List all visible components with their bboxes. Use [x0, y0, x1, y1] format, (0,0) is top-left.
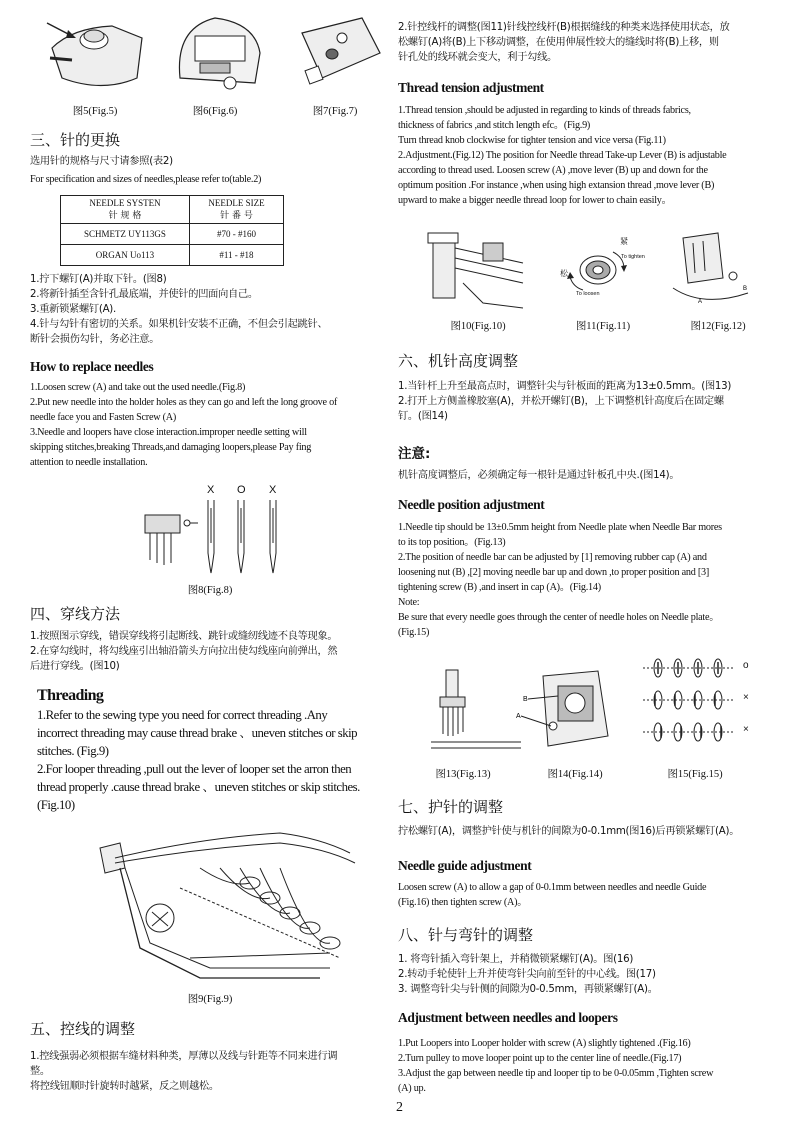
needle-guide-cn: 拧松螺钉(A)，调整护针使与机针的间隙为0-0.1mm(图16)后再锁紧螺钉(A)。	[398, 826, 740, 837]
section6-title: 六、机针高度调整	[398, 352, 519, 370]
tension-cn: 1.控线强弱必须根据车缝材料种类，厚薄以及线与针距等不同来进行调 整。 将控线钮顺时针旋转时越紧，反之则越松。	[30, 1051, 338, 1092]
thread-tension-title: Thread tension adjustment	[398, 80, 544, 95]
table-cell: ORGAN Uo113	[61, 245, 190, 266]
svg-text:B: B	[743, 286, 748, 292]
fig8-mark-x2: X	[269, 484, 277, 496]
table-cell: #11 - #18	[189, 245, 283, 266]
fig12-caption: 图12(Fig.12)	[690, 321, 746, 332]
take-up-lever-cn: 2.针控线杆的调整(图11)针线控线杆(B)根据缝线的种类来选择使用状态，放 松螺钉(A)将(B)上下移动调整，在使用伸展性较大的缝线时将(B)上移，则 针孔处的线环就会变大，利于勾线。	[398, 22, 730, 63]
fig15-mark-bad2: ×	[743, 724, 749, 735]
page-number: 2	[396, 1100, 403, 1115]
fig14-caption: 图14(Fig.14)	[547, 769, 603, 780]
section5-title: 五、控线的调整	[30, 1020, 136, 1038]
note-cn: 机针高度调整后，必须确定每一根针是通过针板孔中央.(图14)。	[398, 470, 680, 481]
fig9-threading-diagram	[80, 828, 370, 983]
section8-title: 八、针与弯针的调整	[398, 926, 534, 944]
table-cell: #70 - #160	[189, 224, 283, 245]
fig7-illustration	[292, 8, 382, 98]
spec-cn: 选用针的规格与尺寸请参照(表2)	[30, 156, 173, 167]
threading-cn: 1.按照图示穿线，错误穿线将引起断线、跳针或缝纫线迹不良等现象。 2.在穿勾线时，将勾线座引出轴沿箭头方向拉出使勾线座向前弹出，然 后进行穿线。(图10)	[30, 631, 338, 672]
section4-title: 四、穿线方法	[30, 605, 121, 623]
fig15-mark-bad1: ×	[743, 692, 749, 703]
svg-text:A: A	[516, 713, 521, 720]
table-row	[61, 245, 284, 266]
fig8-caption: 图8(Fig.8)	[187, 585, 233, 596]
needle-guide-title: Needle guide adjustment	[398, 858, 532, 873]
needle-looper-title: Adjustment between needles and loopers	[398, 1010, 618, 1025]
table-head-cell: NEEDLE SYSTEN 针 规 格	[61, 196, 190, 224]
section3-title: 三、针的更换	[30, 131, 121, 149]
section7-title: 七、护针的调整	[398, 798, 504, 816]
replace-needles-title: How to replace needles	[30, 359, 154, 374]
threading-title: Threading	[37, 687, 104, 704]
fig5-caption: 图5(Fig.5)	[72, 106, 118, 117]
needle-size-table	[60, 195, 284, 266]
fig11-tighten-cn: 紧	[620, 237, 628, 246]
thread-tension-en: 1.Thread tension ,should be adjusted in regarding to kinds of threads fabrics, thickness of fabrics ,and stitch length efc。(Fig.9) Turn thread knob clockwise for tighter tension and vice versa (Fig.11) 2.Adjustment.(Fig.12) The position for Needle thread Take-up Lever (B) is adjustable according to thread used. Loosen screw (A) ,move lever (B) up and down for the optimum position .For instance ,when using high extansion thread ,move lever (B) upward to make a bigger needle thread loop for lower to chain easily。	[398, 105, 727, 206]
fig10-caption: 图10(Fig.10)	[450, 321, 506, 332]
spec-en: For specification and sizes of needles,please refer to(table.2)	[30, 174, 262, 185]
fig9-caption: 图9(Fig.9)	[187, 994, 233, 1005]
fig8-mark-o: O	[237, 484, 246, 496]
fig6-illustration	[170, 8, 270, 98]
fig15-mark-ok: o	[743, 660, 749, 671]
fig11-loosen-cn: 松	[560, 269, 568, 278]
svg-text:B: B	[523, 696, 528, 703]
note-title-cn: 注意:	[398, 446, 431, 462]
needle-guide-en: Loosen screw (A) to allow a gap of 0-0.1mm between needles and needle Guide (Fig.16) then tighten screw (A)。	[398, 882, 707, 908]
threading-en: 1.Refer to the sewing type you need for correct threading .Any incorrect threading may cause thread brake 、uneven stitches or skip stitches. (Fig.9) 2.For looper threading ,pull out the lever of looper set the arron then thread properly .cause thread brake 、uneven stitches or skip stitches. (Fig.10)	[37, 708, 360, 812]
needle-position-title: Needle position adjustment	[398, 497, 545, 512]
fig15-caption: 图15(Fig.15)	[667, 769, 723, 780]
fig14-illustration	[513, 656, 618, 756]
table-row	[61, 224, 284, 245]
fig11-loosen-en: To loosen	[576, 291, 600, 297]
fig13-illustration	[426, 662, 526, 754]
needle-looper-cn: 1. 将弯针插入弯针架上，并稍微锁紧螺钉(A)。图(16) 2.转动手轮使针上升并使弯针尖向前至针的中心线。图(17) 3. 调整弯针尖与针侧的间隙为0-0.5mm，再锁紧螺钉(A)。	[398, 954, 658, 995]
fig8-needles	[200, 498, 290, 578]
fig11-tighten-en: To tighten	[621, 254, 645, 260]
needle-height-cn: 1.当针杆上升至最高点时，调整针尖与针板面的距离为13±0.5mm。(图13) 2.打开上方侧盖橡胶塞(A)，并松开螺钉(B)，上下调整机针高度后在固定螺 钉。(图14)	[398, 381, 732, 422]
fig12-illustration	[663, 228, 758, 313]
fig11-caption: 图11(Fig.11)	[575, 321, 631, 332]
table-cell: SCHMETZ UY113GS	[61, 224, 190, 245]
fig6-caption: 图6(Fig.6)	[192, 106, 238, 117]
needle-position-en: 1.Needle tip should be 13±0.5mm height from Needle plate when Needle Bar mores to its top position。(Fig.13) 2.The position of needle bar can be adjusted by [1] removing rubber cap (A) and loosening nut (B) ,[2] moving needle bar up and down ,to proper position and [3] tightening screw (B) ,and insert in cap (A)。(Fig.14) Note: Be sure that every needle goes through the center of needle holes on Needle plate。 (Fig.15)	[398, 522, 722, 638]
fig5-illustration	[42, 8, 152, 98]
fig8-needle-holder	[140, 505, 200, 575]
table-head-cell: NEEDLE SIZE 针 番 号	[189, 196, 283, 224]
fig15-needle-holes	[638, 656, 748, 746]
fig13-caption: 图13(Fig.13)	[435, 769, 491, 780]
table-header-row	[61, 196, 284, 224]
fig8-mark-x1: X	[207, 484, 215, 496]
fig10-illustration	[423, 228, 528, 313]
svg-text:A: A	[698, 299, 703, 305]
needle-steps-en: 1.Loosen screw (A) and take out the used needle.(Fig.8) 2.Put new needle into the holder holes as they can go and left the long groove of needle face you and Fasten Screw (A) 3.Needle and loopers have close interaction.improper needle setting will skipping stitches,breaking Threads,and damaging loopers,please Pay fing attention to needle installation.	[30, 382, 338, 468]
needle-looper-en: 1.Put Loopers into Looper holder with screw (A) slightly tightened .(Fig.16) 2.Turn pulley to move looper point up to the center line of needle.(Fig.17) 3.Adjust the gap between needle tip and looper tip to be 0-0.05mm ,Tighten screw (A) up.	[398, 1038, 714, 1094]
needle-steps-cn: 1.拧下螺钉(A)并取下针。(图8) 2.将新针插至含针孔最底端，并使针的凹面向自己。 3.重新锁紧螺钉(A). 4.针与勾针有密切的关系。如果机针安装不正确，不但会引起跳针、 断针会损伤勾针，务必注意。	[30, 274, 328, 345]
fig7-caption: 图7(Fig.7)	[312, 106, 358, 117]
